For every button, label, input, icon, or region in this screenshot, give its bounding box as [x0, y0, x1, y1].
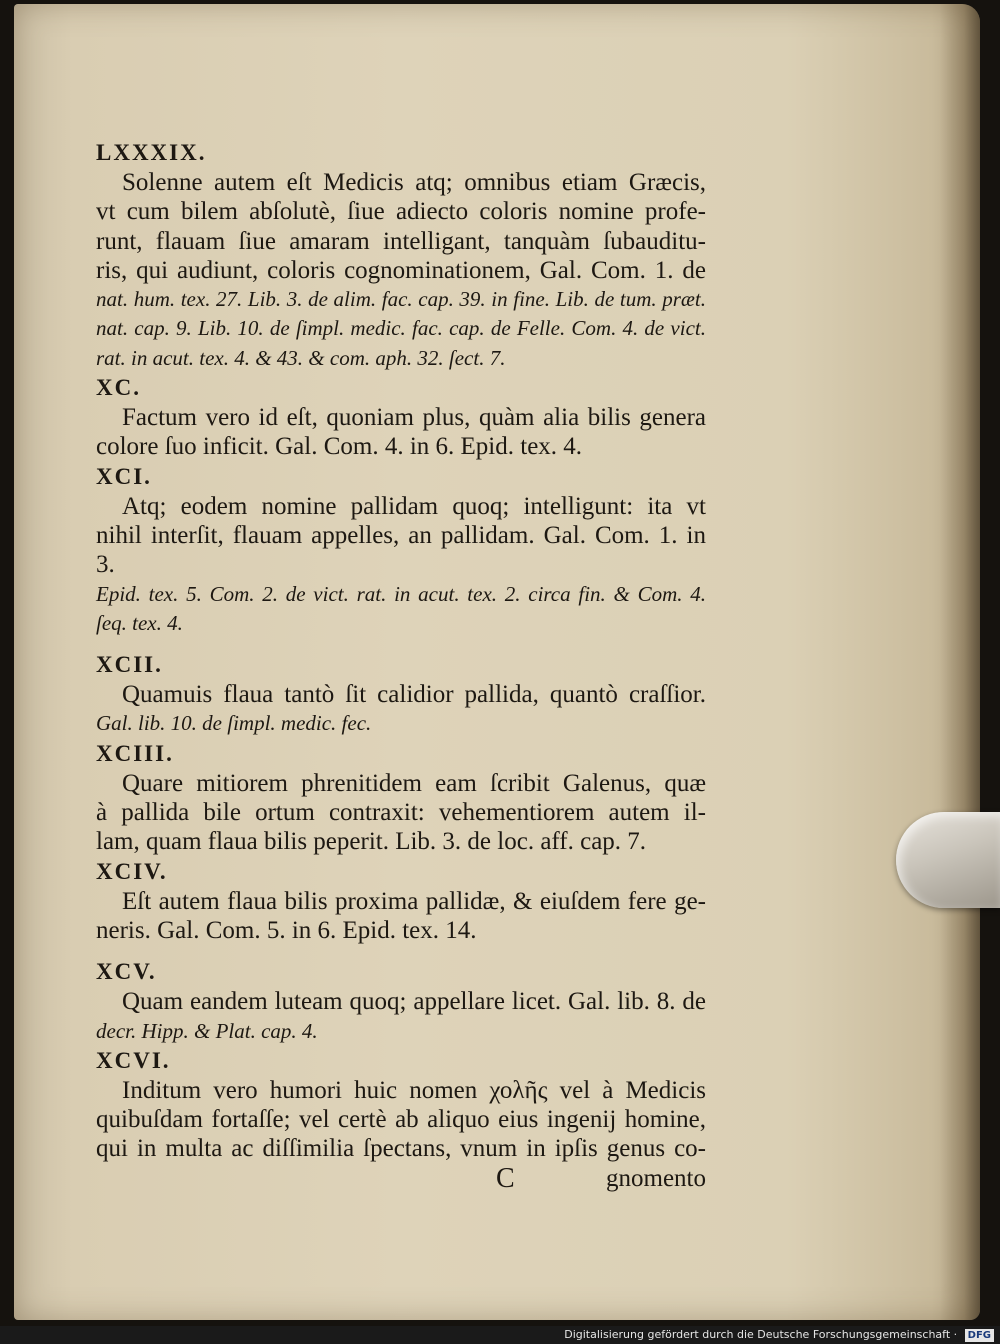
text-line: Quamuis flaua tantò ſit calidior pallida, quantò craſſior. [122, 681, 706, 709]
text-line: ſeq. tex. 4. [96, 610, 183, 635]
text-line: Solenne autem eſt Medicis atq; omnibus etiam Græcis, [122, 169, 706, 196]
section-heading: XCV. [96, 959, 157, 985]
section-heading: LXXXIX. [96, 140, 207, 165]
section-heading: XC. [96, 375, 141, 401]
section-93 [96, 739, 706, 857]
section-91 [96, 462, 706, 638]
text-line: nat. cap. 9. Lib. 10. de ſimpl. medic. fac. cap. de Felle. Com. 4. de vict. [96, 316, 706, 341]
catchword: gnomento [606, 1164, 706, 1192]
section-heading: XCIV. [96, 858, 168, 884]
text-line: runt, flauam ſiue amaram intelligant, tanquàm ſubauditu- [96, 227, 706, 255]
text-line: quibuſdam fortaſſe; vel certè ab aliquo eius ingenij homine, [96, 1106, 706, 1134]
page-clip [896, 812, 1000, 908]
text-line: qui in multa ac diſſimilia ſpectans, vnum in ipſis genus co- [96, 1135, 706, 1163]
text-line: Quam eandem luteam quoq; appellare licet. Gal. lib. 8. de [122, 988, 706, 1016]
section-heading: XCIII. [96, 740, 174, 766]
section-95 [96, 957, 706, 1046]
page-text [96, 138, 706, 1194]
text-line: Gal. lib. 10. de ſimpl. medic. fec. [96, 711, 372, 736]
section-heading: XCII. [96, 652, 163, 678]
text-line: Epid. tex. 5. Com. 2. de vict. rat. in acut. tex. 2. circa fin. & Com. 4. [96, 581, 706, 606]
page-edge-shadow [940, 4, 980, 1320]
section-heading: XCVI. [96, 1047, 171, 1073]
spacer [96, 945, 706, 957]
signature-mark: C [496, 1162, 515, 1194]
text-line: nat. hum. tex. 27. Lib. 3. de alim. fac. cap. 39. in fine. Lib. de tum. præt. [96, 287, 706, 312]
text-line: colore ſuo inficit. Gal. Com. 4. in 6. Epid. tex. 4. [96, 433, 583, 461]
credit-bar [0, 1326, 1000, 1344]
text-line: lam, quam flaua bilis peperit. Lib. 3. de loc. aff. cap. 7. [96, 828, 647, 856]
text-line: Quare mitiorem phrenitidem eam ſcribit Galenus, quæ [122, 769, 706, 797]
section-96 [96, 1046, 706, 1164]
credit-text: Digitalisierung gefördert durch die Deutsche Forschungsgemeinschaft · [564, 1328, 958, 1341]
text-line: Factum vero id eſt, quoniam plus, quàm alia bilis genera [122, 404, 706, 432]
section-89 [96, 138, 706, 373]
dfg-logo: DFG [965, 1329, 994, 1342]
text-line: ris, qui audiunt, coloris cognominationem, Gal. Com. 1. de [96, 256, 706, 284]
text-line: neris. Gal. Com. 5. in 6. Epid. tex. 14. [96, 916, 477, 944]
section-92 [96, 650, 706, 739]
text-line: à pallida bile ortum contraxit: vehementiorem autem il- [96, 799, 706, 827]
text-line: Eſt autem flaua bilis proxima pallidæ, & eiuſdem fere ge- [122, 887, 706, 915]
text-line: vt cum bilem abſolutè, ſiue adiecto coloris nomine profe- [96, 198, 706, 226]
text-line: rat. in acut. tex. 4. & 43. & com. aph. 32. ſect. 7. [96, 345, 506, 370]
text-line: Atq; eodem nomine pallidam quoq; intelligunt: ita vt [122, 492, 706, 520]
text-line: Inditum vero humori huic nomen χολῆς vel à Medicis [122, 1076, 706, 1104]
section-94 [96, 857, 706, 946]
text-line: decr. Hipp. & Plat. cap. 4. [96, 1018, 318, 1043]
page-footer [96, 1164, 706, 1194]
spacer [96, 638, 706, 650]
section-90 [96, 373, 706, 462]
section-heading: XCI. [96, 463, 152, 489]
text-line: nihil interſit, flauam appelles, an pallidam. Gal. Com. 1. in 3. [96, 521, 706, 579]
